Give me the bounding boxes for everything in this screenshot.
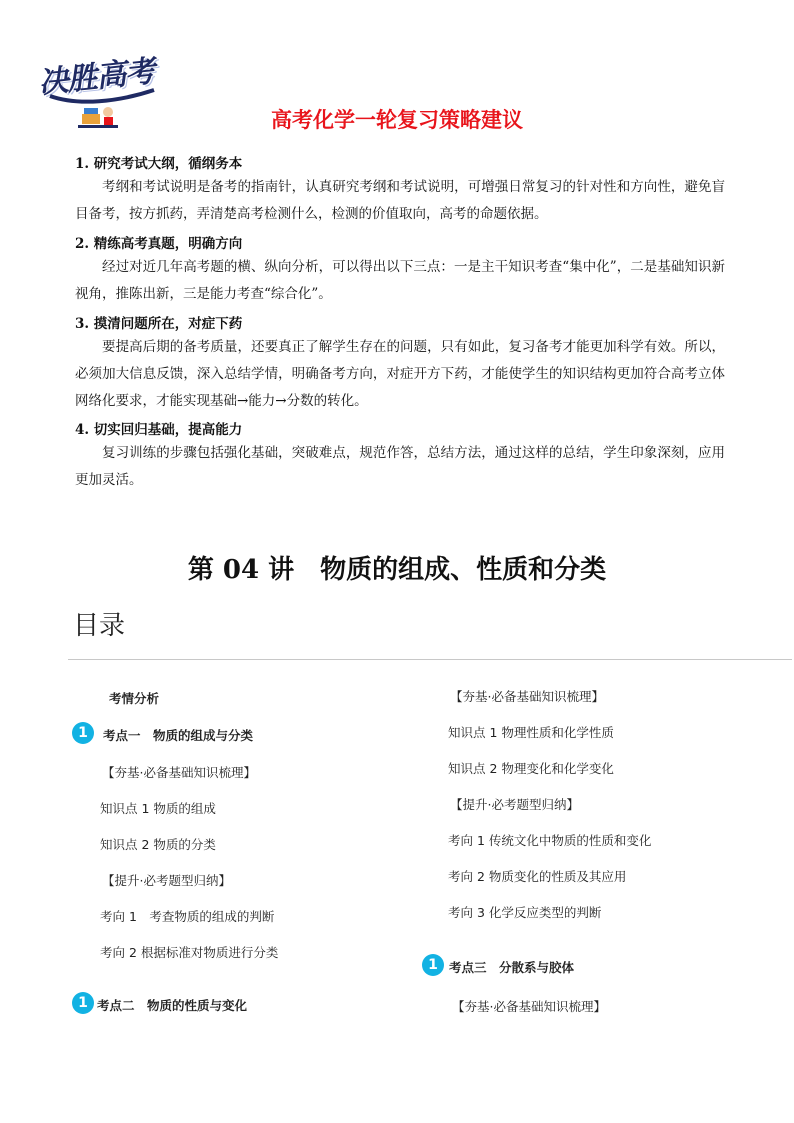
toc-p2-direction-1[interactable]: 考向 1 传统文化中物质的性质和变化 — [448, 833, 652, 848]
main-title: 高考化学一轮复习策略建议 — [271, 108, 523, 132]
toc-p1-direction-2[interactable]: 考向 2 根据标准对物质进行分类 — [100, 945, 279, 960]
section-3-heading: 3. 摸清问题所在，对症下药 — [75, 316, 243, 332]
toc-point-3[interactable]: 考点三 分散系与胶体 — [449, 960, 575, 975]
section-4-body-text: 复习训练的步骤包括强化基础，突破难点，规范作答，总结方法，通过这样的总结，学生印象深刻，应用更加灵活。 — [75, 445, 725, 488]
section-2-heading: 2. 精练高考真题，明确方向 — [75, 236, 243, 252]
toc-p2-up[interactable]: 【提升·必考题型归纳】 — [450, 797, 579, 812]
toc-point-2[interactable]: 考点二 物质的性质与变化 — [97, 998, 248, 1013]
section-1-heading: 1. 研究考试大纲，循纲务本 — [75, 156, 243, 172]
toc-p2-knowledge-2[interactable]: 知识点 2 物理变化和化学变化 — [448, 761, 614, 776]
toc-p2-base[interactable]: 【夯基·必备基础知识梳理】 — [450, 689, 604, 704]
toc-p2-direction-2[interactable]: 考向 2 物质变化的性质及其应用 — [448, 869, 627, 884]
toc-p2-direction-3[interactable]: 考向 3 化学反应类型的判断 — [448, 905, 602, 920]
toc-p2-knowledge-1[interactable]: 知识点 1 物理性质和化学性质 — [448, 725, 614, 740]
toc-p1-base[interactable]: 【夯基·必备基础知识梳理】 — [102, 765, 256, 780]
section-1-body-text: 考纲和考试说明是备考的指南针，认真研究考纲和考试说明，可增强日常复习的针对性和方向性，避免盲目备考，按方抓药，弄清楚高考检测什么，检测的价值取向，高考的命题依据。 — [75, 179, 725, 222]
toc-point-3-badge-icon: 1 — [422, 954, 444, 976]
section-3-body-text: 要提高后期的备考质量，还要真正了解学生存在的问题，只有如此，复习备考才能更加科学有效。所以，必须加大信息反馈，深入总结学情，明确备考方向，对症开方下药，才能使学生的知识结构更加符合高考立体网络化要求，才能实现基础→能力→分数的转化。 — [75, 339, 725, 409]
toc-point-1-badge-icon: 1 — [72, 722, 94, 744]
toc-point-1[interactable]: 考点一 物质的组成与分类 — [103, 728, 254, 743]
toc-p3-base[interactable]: 【夯基·必备基础知识梳理】 — [452, 999, 606, 1014]
section-2-body — [75, 254, 725, 308]
toc-p1-direction-1[interactable]: 考向 1 考查物质的组成的判断 — [100, 909, 275, 924]
toc-point-2-badge-icon: 1 — [72, 992, 94, 1014]
section-4-heading: 4. 切实回归基础，提高能力 — [75, 422, 243, 438]
toc-p1-up[interactable]: 【提升·必考题型归纳】 — [102, 873, 231, 888]
toc-p1-knowledge-1[interactable]: 知识点 1 物质的组成 — [100, 801, 216, 816]
toc-analysis[interactable]: 考情分析 — [109, 691, 160, 706]
toc-divider — [68, 659, 792, 660]
toc-title: 目录 — [73, 611, 126, 641]
logo-text: 决胜高考 — [36, 54, 156, 101]
toc-p1-knowledge-2[interactable]: 知识点 2 物质的分类 — [100, 837, 216, 852]
section-2-body-text: 经过对近几年高考题的横、纵向分析，可以得出以下三点：一是主干知识考查“集中化”，二是基础知识新视角，推陈出新，三是能力考查“综合化”。 — [75, 259, 725, 302]
section-4-body — [75, 440, 725, 494]
section-3-body — [75, 334, 725, 415]
section-1-body — [75, 174, 725, 228]
lecture-title: 第 04 讲 物质的组成、性质和分类 — [187, 555, 607, 585]
